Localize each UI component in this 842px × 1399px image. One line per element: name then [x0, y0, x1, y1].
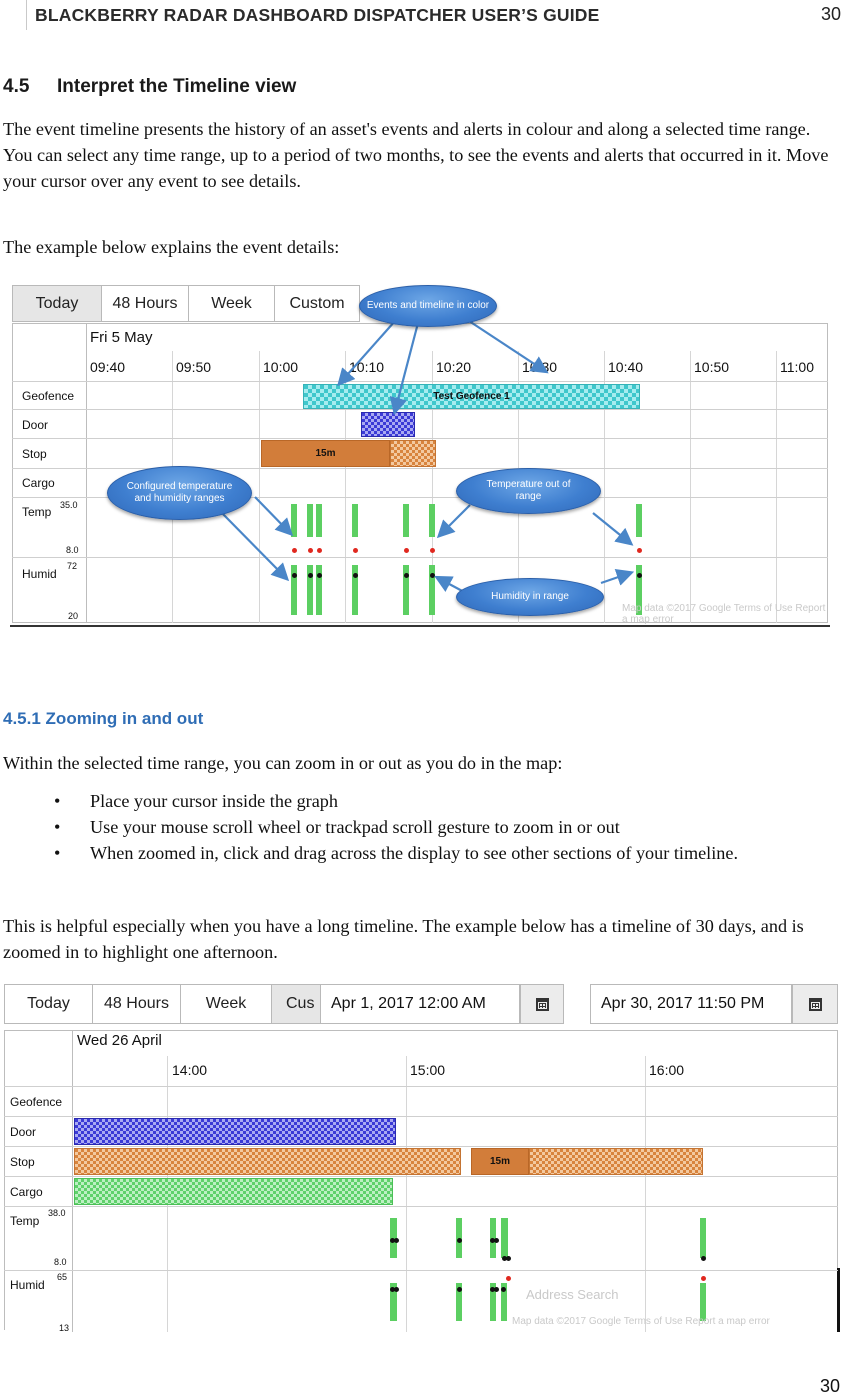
callout-temp-out-of-range: Temperature out of range	[456, 468, 601, 514]
row-label-temp: Temp	[10, 1214, 40, 1228]
row-label-door: Door	[10, 1125, 37, 1139]
arrow-to-humid-in-2	[601, 573, 630, 583]
row-divider	[4, 1176, 838, 1177]
list-item	[50, 788, 830, 814]
stop-duration-label: 15m	[315, 448, 336, 459]
time-tick: 16:00	[649, 1062, 685, 1078]
arrow-to-temp-out	[440, 505, 470, 535]
tab-48-hours[interactable]: 48 Hours	[92, 984, 180, 1024]
arrow-to-geofence	[340, 321, 395, 383]
tab-week[interactable]: Week	[180, 984, 271, 1024]
callout-configured-ranges: Configured temperature and humidity ranges	[107, 466, 252, 520]
temp-scale-max: 35.0	[60, 500, 78, 510]
start-date-input[interactable]: Apr 1, 2017 12:00 AM	[320, 984, 520, 1024]
start-calendar-button[interactable]	[520, 984, 564, 1024]
footer-page-number: 30	[819, 1376, 840, 1396]
temp-value-dot	[506, 1256, 511, 1261]
tab-today[interactable]: Today	[4, 984, 92, 1024]
list-item	[50, 814, 830, 840]
grid-line	[406, 1056, 407, 1332]
arrow-to-temp-range	[255, 497, 290, 533]
list-item-text: When zoomed in, click and drag across the display to see other sections of your timeline.	[90, 843, 738, 863]
temp-scale-max: 38.0	[48, 1208, 66, 1218]
humid-value-dot	[394, 1287, 399, 1292]
humid-scale-min: 13	[59, 1323, 70, 1333]
temp-reading-bar[interactable]	[700, 1218, 706, 1258]
section-number: 4.5	[3, 76, 30, 97]
example-intro: The example below explains the event details:	[3, 237, 340, 257]
timeline-date: Wed 26 April	[77, 1032, 162, 1049]
end-date-input[interactable]: Apr 30, 2017 11:50 PM	[590, 984, 792, 1024]
zoom-steps-list	[50, 788, 830, 866]
header-page-number: 30	[820, 4, 841, 24]
stop-duration-label: 15m	[489, 1156, 510, 1167]
callout-humidity-in-range: Humidity in range	[456, 578, 604, 616]
temp-scale-min: 8.0	[66, 545, 79, 555]
range-tabs	[4, 984, 321, 1024]
map-attribution: Map data ©2017 Google Terms of Use Report a map error	[622, 603, 826, 625]
time-tick: 09:40	[90, 359, 126, 375]
map-search-watermark: Address Search	[526, 1287, 619, 1302]
cargo-event-bar[interactable]	[74, 1178, 393, 1205]
row-divider	[4, 1116, 838, 1117]
callout-events-timeline: Events and timeline in color	[359, 285, 497, 327]
tab-custom[interactable]: Custom	[274, 285, 360, 322]
page-header	[26, 0, 842, 30]
row-label-temp: Temp	[22, 505, 52, 519]
row-label-humid: Humid	[22, 567, 57, 581]
humid-value-dot	[494, 1287, 499, 1292]
list-item	[50, 840, 830, 866]
row-label-cargo: Cargo	[22, 476, 55, 490]
calendar-icon	[809, 998, 822, 1011]
humid-scale-max: 65	[57, 1272, 68, 1282]
label-column-divider	[72, 1030, 73, 1332]
humid-scale-max: 72	[67, 561, 78, 571]
subsection-title: Zooming in and out	[45, 709, 204, 728]
tab-custom[interactable]: Cus	[271, 984, 321, 1024]
bullet: •	[54, 843, 61, 863]
frame-edge	[837, 1268, 840, 1332]
row-divider	[4, 1270, 838, 1271]
row-label-door: Door	[22, 418, 49, 432]
document-title: BLACKBERRY RADAR DASHBOARD DISPATCHER USER’S GUIDE	[35, 5, 600, 25]
calendar-icon	[536, 998, 549, 1011]
temp-reading-bar[interactable]	[501, 1218, 508, 1258]
list-item-text: Use your mouse scroll wheel or trackpad scroll gesture to zoom in or out	[90, 817, 620, 837]
intro-paragraph: The event timeline presents the history of an asset's events and alerts in colour and along a selected time range. You can select any time range, up to a period of two months, to see the events and alerts that occurred in it. Move your cursor over any event to see details.	[3, 119, 829, 191]
row-divider	[4, 1146, 838, 1147]
time-tick: 15:00	[410, 1062, 446, 1078]
section-title: Interpret the Timeline view	[57, 76, 297, 97]
temp-value-dot	[394, 1238, 399, 1243]
geofence-event-label: Test Geofence 1	[433, 391, 510, 402]
arrow-to-temp-out-2	[593, 513, 630, 543]
timeline-screenshot-1	[10, 273, 830, 627]
subsection-heading	[3, 709, 203, 729]
door-event-bar[interactable]	[74, 1118, 396, 1145]
time-tick: 09:50	[176, 359, 212, 375]
row-divider	[4, 1086, 838, 1087]
grid-line	[645, 1056, 646, 1332]
zoom-example-paragraph: This is helpful especially when you have a long timeline. The example below has a timeline of 30 days, and is zoomed in to highlight one afternoon.	[3, 916, 804, 962]
bullet: •	[54, 817, 61, 837]
time-tick: 10:10	[349, 359, 385, 375]
timeline-screenshot-2	[4, 978, 840, 1332]
arrow-to-humid-range	[220, 511, 286, 578]
row-label-cargo: Cargo	[10, 1185, 43, 1199]
map-attribution: Map data ©2017 Google Terms of Use Report a map error	[512, 1316, 770, 1327]
time-tick: 10:50	[694, 359, 730, 375]
stop-event-bar[interactable]	[529, 1148, 703, 1175]
subsection-number: 4.5.1	[3, 709, 41, 728]
zoom-intro: Within the selected time range, you can zoom in or out as you do in the map:	[3, 753, 563, 773]
row-divider	[4, 1206, 838, 1207]
arrow-to-timeline	[466, 319, 545, 371]
row-label-geofence: Geofence	[10, 1095, 63, 1109]
time-tick: 10:30	[522, 359, 558, 375]
stop-event-bar[interactable]	[74, 1148, 461, 1175]
time-tick: 10:00	[263, 359, 299, 375]
temp-value-dot	[457, 1238, 462, 1243]
humid-value-dot	[457, 1287, 462, 1292]
humid-alert-dot	[701, 1276, 706, 1281]
temp-scale-min: 8.0	[54, 1257, 67, 1267]
tab-week[interactable]: Week	[188, 285, 274, 322]
humid-value-dot	[501, 1287, 506, 1292]
list-item-text: Place your cursor inside the graph	[90, 791, 338, 811]
end-calendar-button[interactable]	[792, 984, 838, 1024]
temp-value-dot	[701, 1256, 706, 1261]
arrow-to-door	[395, 323, 418, 411]
stop-event-bar-solid[interactable]	[471, 1148, 529, 1175]
tab-48-hours[interactable]: 48 Hours	[101, 285, 188, 322]
humid-alert-dot	[506, 1276, 511, 1281]
time-tick: 14:00	[172, 1062, 208, 1078]
time-tick: 10:40	[608, 359, 644, 375]
row-label-geofence: Geofence	[22, 389, 75, 403]
humid-scale-min: 20	[68, 611, 79, 621]
tab-today[interactable]: Today	[12, 285, 101, 322]
bullet: •	[54, 791, 61, 811]
section-heading	[3, 76, 296, 98]
time-tick: 10:20	[436, 359, 472, 375]
temp-value-dot	[494, 1238, 499, 1243]
timeline-date: Fri 5 May	[90, 329, 153, 346]
row-label-humid: Humid	[10, 1278, 45, 1292]
row-label-stop: Stop	[22, 447, 47, 461]
row-label-stop: Stop	[10, 1155, 35, 1169]
time-tick: 11:00	[780, 359, 814, 375]
